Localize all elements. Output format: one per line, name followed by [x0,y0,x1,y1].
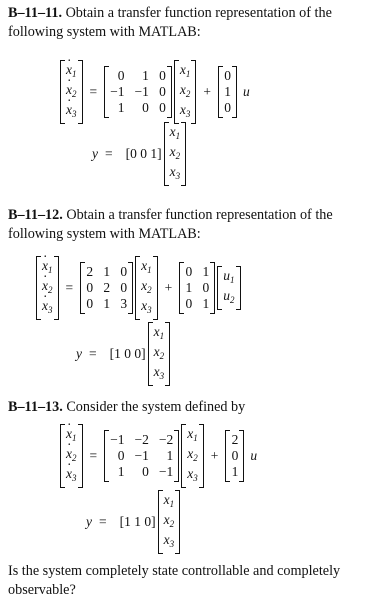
matrix-cell: 0 [159,100,166,115]
matrix-b [225,430,244,482]
problem-b-11-13-statement [8,398,380,417]
input-symbol: u [250,448,258,463]
state-equation-2 [36,256,241,320]
problem-text: following system with MATLAB: [8,226,201,242]
problem-text: Consider the system defined by [66,399,246,415]
problem-b-11-12-statement [8,206,380,244]
problem-text: Obtain a transfer function representation of the [65,5,332,21]
matrix-a [104,430,179,482]
output-symbol: y [86,514,92,529]
matrix-cell: −1 [134,84,149,99]
plus-sign: + [203,84,211,99]
matrix-cell: 0 [86,296,94,311]
matrix-cell: 1 [202,264,210,279]
matrix-cell: 3 [120,296,128,311]
matrix-cell: 0 [231,448,239,463]
problem-label: B–11–11. [8,5,63,21]
equals-sign: = [89,84,98,99]
state-vector: $x_1$ $x_2$ $x_3$ [174,60,197,124]
state-vector: $x_1$ $x_2$ $x_3$ [135,256,158,320]
problem-b-11-13-question [8,562,380,600]
input-vector: $u_1$ $u_2$ [217,266,240,310]
problem-label: B–11–13. [8,399,63,415]
matrix-cell: 0 [159,84,166,99]
matrix-cell: 0 [120,280,128,295]
equals-sign: = [105,146,113,161]
matrix-cell: 0 [142,100,149,115]
output-symbol: y [92,146,98,161]
state-derivative-vector: $x \cdot_1$ $x \cdot_2$ $x \cdot_3$ [36,256,59,320]
matrix-cell: 1 [166,448,174,463]
question-text: Is the system completely state controllable and completely [8,563,341,579]
equals-sign: = [89,448,98,463]
state-vector: $x_1$ $x_2$ $x_3$ [181,424,204,488]
state-vector: $x_1$ $x_2$ $x_3$ [148,322,171,386]
matrix-cell: 0 [224,68,231,83]
output-equation-3 [86,490,180,554]
matrix-cell: 1 [142,68,149,83]
state-vector: $x_1$ $x_2$ $x_3$ [158,490,181,554]
matrix-cell: −2 [134,432,149,447]
state-derivative-vector: $x \cdot_1$ $x \cdot_2$ $x \cdot_3$ [60,424,83,488]
state-derivative-vector: $x \cdot_1$ $x \cdot_2$ $x \cdot_3$ [60,60,83,124]
question-text: observable? [8,582,76,598]
matrix-cell: 1 [117,464,125,479]
matrix-cell: −1 [158,464,174,479]
matrix-b [179,262,215,314]
matrix-cell: 0 [117,68,125,83]
problem-text: Obtain a transfer function representation of the [66,207,333,223]
matrix-a [104,66,172,118]
matrix-cell: 1 [117,100,125,115]
equals-sign: = [99,514,107,529]
equals-sign: = [65,280,74,295]
matrix-c: [1 1 0] [119,514,156,529]
matrix-cell: 0 [159,68,166,83]
matrix-cell: 0 [117,448,125,463]
plus-sign: + [164,280,173,295]
matrix-cell: 1 [231,464,239,479]
matrix-cell: 1 [224,84,231,99]
problem-b-11-11-statement [8,4,380,42]
output-symbol: y [76,346,82,361]
matrix-cell: 1 [202,296,210,311]
matrix-cell: −1 [110,84,125,99]
matrix-cell: 1 [103,296,111,311]
state-vector: $x_1$ $x_2$ $x_3$ [164,122,187,186]
state-equation-1 [60,60,250,124]
matrix-cell: 0 [202,280,210,295]
matrix-cell: 0 [224,100,231,115]
output-equation-2 [76,322,170,386]
plus-sign: + [210,448,219,463]
matrix-c: [0 0 1] [125,146,162,161]
matrix-c: [1 0 0] [109,346,146,361]
state-equation-3 [60,424,257,488]
matrix-cell: 0 [185,264,193,279]
equals-sign: = [89,346,97,361]
matrix-cell: −2 [158,432,174,447]
input-symbol: u [243,84,250,99]
matrix-cell: 0 [86,280,94,295]
matrix-cell: 2 [86,264,94,279]
matrix-cell: −1 [110,432,125,447]
matrix-cell: 0 [185,296,193,311]
matrix-cell: 0 [120,264,128,279]
output-equation-1 [92,122,186,186]
matrix-cell: −1 [134,448,149,463]
matrix-cell: 2 [103,280,111,295]
problem-text: following system with MATLAB: [8,24,201,40]
matrix-cell: 0 [142,464,149,479]
matrix-cell: 2 [231,432,239,447]
matrix-b [218,66,237,118]
problem-label: B–11–12. [8,207,63,223]
matrix-cell: 1 [103,264,111,279]
matrix-cell: 1 [185,280,193,295]
matrix-a [80,262,133,314]
